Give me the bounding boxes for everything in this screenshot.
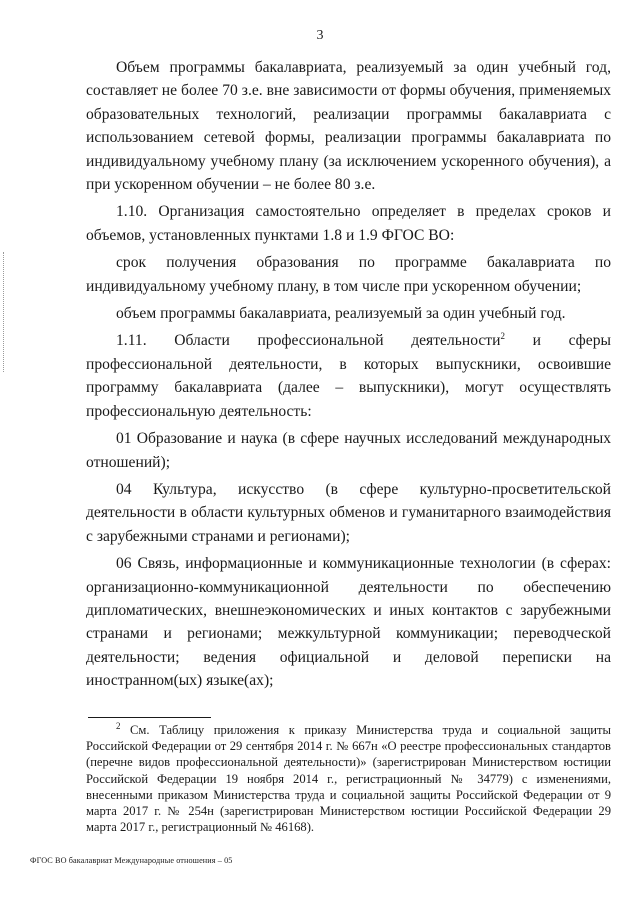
paragraph-term: срок получения образования по программе бакалавриата по индивидуальному учебному плану, в том числе при ускоренном обучении; [86,254,611,295]
paragraph-program-volume: Объем программы бакалавриата, реализуемый за один учебный год, составляет не более 70 з.е. вне зависимости от формы обучения, применяемых образовательных технологий, реализации программы бакалавриата с использованием сетевой формы, реализации программы бакалавриата по индивидуальному учебному плану (за исключением ускоренного обучения), а при ускоренном обучении – не более 80 з.е. [86,59,611,194]
paragraph-1-11-start: 1.11. Области профессиональной деятельности [116,332,501,350]
footnote [86,722,611,835]
paragraph-area-06: 06 Связь, информационные и коммуникационные технологии (в сферах: организационно-коммуникационной деятельности по обеспечению дипломатических, внешнеэкономических и иных контактов с зарубежными странами и регионами; межкультурной коммуникации; переводческой деятельности; ведения официальной и деловой переписки на иностранном(ых) языке(ах); [86,555,611,690]
paragraph-volume-per-year: объем программы бакалавриата, реализуемый за один учебный год. [116,305,566,323]
page-number: 3 [316,28,324,43]
footnote-reference: 2 [500,331,505,342]
paragraph-area-04: 04 Культура, искусство (в сфере культурно-просветительской деятельности в области культурных обменов и гуманитарного взаимодействия с зарубежными странами и регионами); [86,480,611,545]
paragraph-area-01: 01 Образование и наука (в сфере научных исследований международных отношений); [86,430,611,471]
paragraph-1-11 [86,329,611,423]
footnote-divider [88,717,211,718]
main-text [86,56,611,693]
footnote-body [86,722,611,835]
paragraph-1-11-end: и сферы профессиональной деятельности, в которых выпускники, освоившие программу бакалавриата (далее – выпускники), могут осуществлять профессиональную деятельность: [86,332,611,420]
footnote-marker: 2 [116,720,121,731]
scan-margin-marks [3,252,6,372]
paragraph-1-10: 1.10. Организация самостоятельно определяет в пределах сроков и объемов, установленных пунктами 1.8 и 1.9 ФГОС ВО: [86,203,611,244]
footnote-text: См. Таблицу приложения к приказу Министерства труда и социальной защиты Российской Федерации от 29 сентября 2014 г. № 667н «О реестре профессиональных стандартов (перечне видов профессиональной деятельности)» (зарегистрирован Министерством юстиции Российской Федерации 19 ноября 2014 г., регистрационный № 34779) с изменениями, внесенными приказом Министерства труда и социальной защиты Российской Федерации от 9 марта 2017 г. № 254н (зарегистрирован Министерством юстиции Российской Федерации 29 марта 2017 г., регистрационный № 46168). [86,723,611,835]
page-footer: ФГОС ВО бакалавриат Международные отношения – 05 [30,856,233,865]
